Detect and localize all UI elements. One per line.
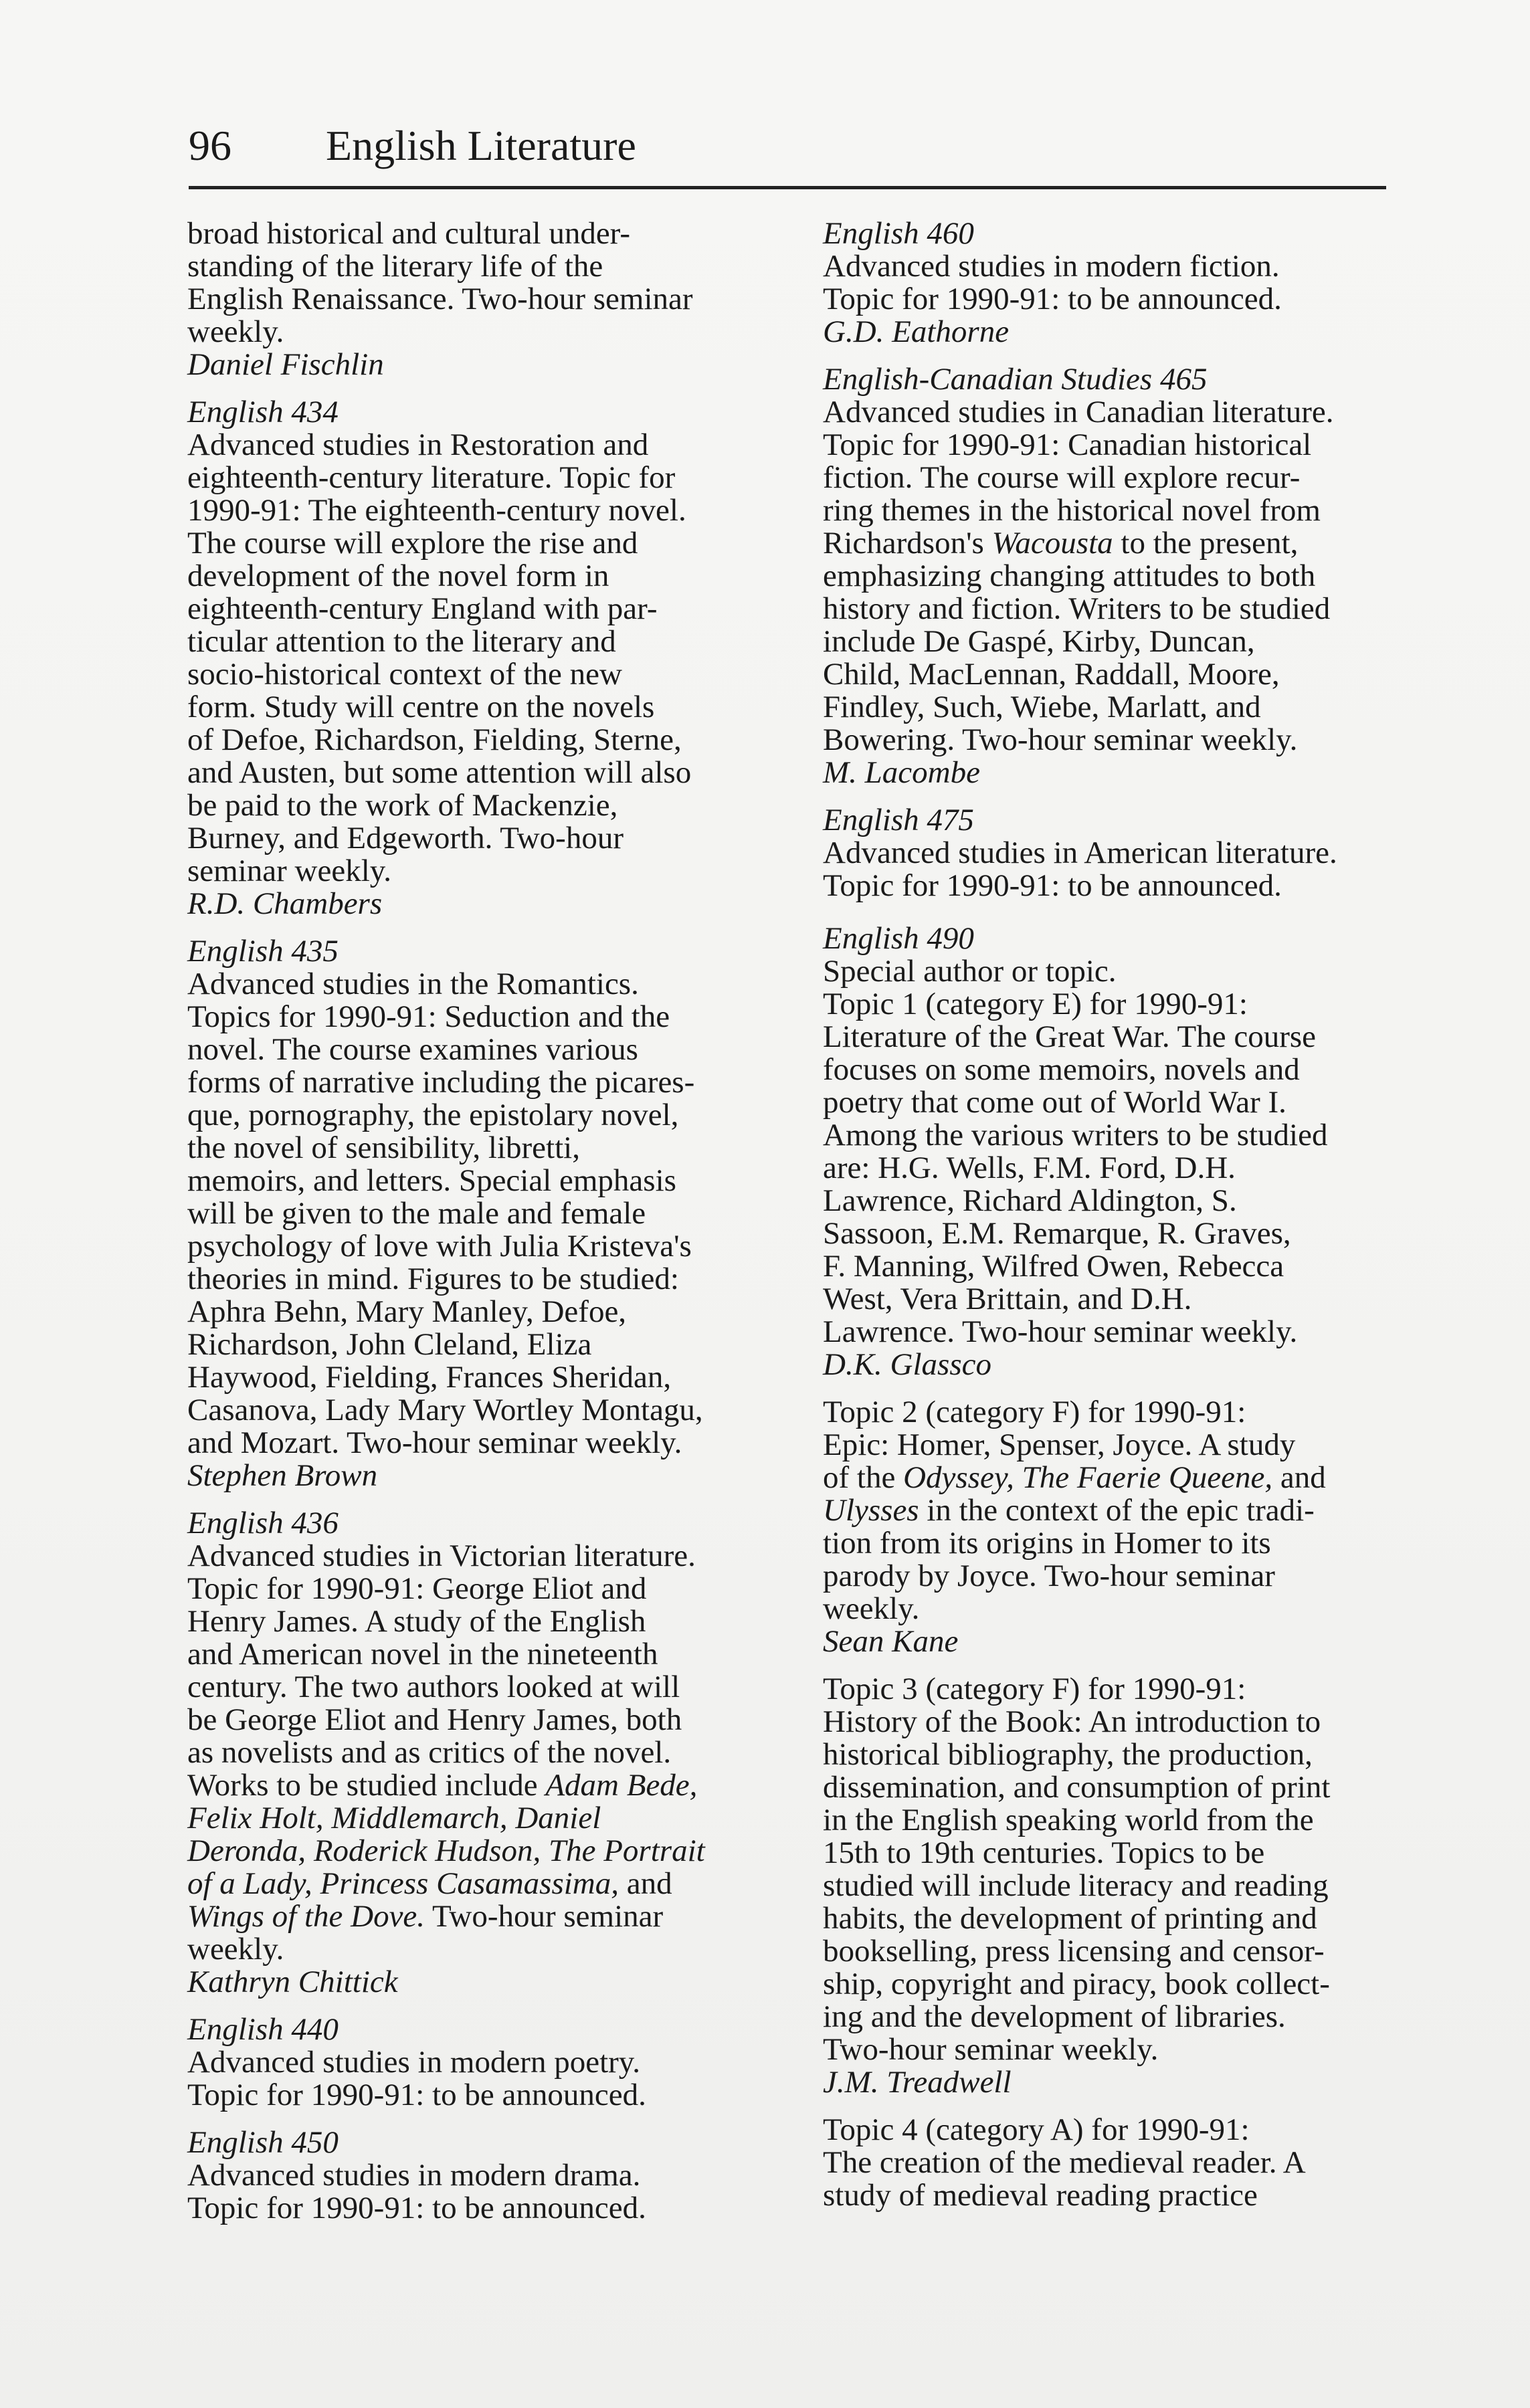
course-entry (823, 2114, 1412, 2212)
running-title: English Literature (326, 122, 636, 169)
course-entry (823, 217, 1412, 348)
course-instructor: J.M. Treadwell (823, 2065, 1012, 2100)
course-instructor: Kathryn Chittick (187, 1965, 398, 1999)
course-title: English 440 (187, 2012, 339, 2047)
course-description: Advanced studies in modern drama. Topic for 1990-91: to be announced. (187, 2158, 646, 2225)
course-description: Topic 2 (category F) for 1990-91: Epic: Homer, Spenser, Joyce. A study of the Odyssey, The Faerie Queene, and Ulysses in the context of the epic tradi- tion from its origins in Homer to its parody by Joyce. Two-hour seminar weekly. (823, 1395, 1326, 1626)
course-title: English 434 (187, 395, 339, 429)
course-entry (187, 217, 776, 381)
course-entry (187, 2013, 776, 2112)
course-entry (187, 935, 776, 1492)
course-instructor: Daniel Fischlin (187, 347, 384, 382)
course-instructor: R.D. Chambers (187, 886, 383, 921)
left-column (187, 217, 776, 2239)
course-instructor: D.K. Glassco (823, 1347, 991, 1382)
course-description: Advanced studies in Victorian literature. Topic for 1990-91: George Eliot and Henry James. A study of the English and American novel in the nineteenth century. The two authors looked at will be George Eliot and Henry James, both as novelists and as critics of the novel. Works to be studied include Adam Bede, Felix Holt, Middlemarch, Daniel Deronda, Roderick Hudson, The Portrait of a Lady, Princess Casamassima, and Wings of the Dove. Two-hour seminar weekly. (187, 1538, 705, 1967)
course-description: Advanced studies in the Romantics. Topics for 1990-91: Seduction and the novel. The course examines various forms of narrative including the picares- que, pornography, the epistolary novel, the novel of sensibility, libretti, memoirs, and letters. Special emphasis will be given to the male and female psychology of love with Julia Kristeva's theories in mind. Figures to be studied: Aphra Behn, Mary Manley, Defoe, Richardson, John Cleland, Eliza Haywood, Fielding, Frances Sheridan, Casanova, Lady Mary Wortley Montagu, and Mozart. Two-hour seminar weekly. (187, 967, 703, 1460)
course-title: English 475 (823, 803, 974, 837)
course-description: Advanced studies in American literature. Topic for 1990-91: to be announced. (823, 835, 1337, 903)
course-entry (823, 1396, 1412, 1658)
header-rule (189, 186, 1386, 189)
course-entry (823, 363, 1412, 789)
course-entry (823, 922, 1412, 1381)
course-entry (823, 1673, 1412, 2099)
course-instructor: Stephen Brown (187, 1458, 378, 1493)
course-description: Advanced studies in Restoration and eighteenth-century literature. Topic for 1990-91: The eighteenth-century novel. The course will explore the rise and development of the novel form in eighteenth-century England with par- ticular attention to the literary and socio-historical context of the new form. Study will centre on the novels of Defoe, Richardson, Fielding, Sterne, and Austen, but some attention will also be paid to the work of Mackenzie, Burney, and Edgeworth. Two-hour seminar weekly. (187, 427, 692, 888)
course-instructor: M. Lacombe (823, 755, 980, 790)
course-description: Advanced studies in modern fiction. Topic for 1990-91: to be announced. (823, 249, 1282, 316)
course-title: English 435 (187, 934, 339, 969)
course-title: English 450 (187, 2125, 339, 2160)
course-description: broad historical and cultural under- standing of the literary life of the English Renaissance. Two-hour seminar weekly. (187, 216, 693, 349)
course-title: English 460 (823, 216, 974, 251)
course-description: Advanced studies in modern poetry. Topic for 1990-91: to be announced. (187, 2045, 646, 2112)
course-entry (187, 1507, 776, 1999)
course-entry (187, 2126, 776, 2225)
course-title: English-Canadian Studies 465 (823, 362, 1208, 397)
course-description: Advanced studies in Canadian literature. Topic for 1990-91: Canadian historical fiction. The course will explore recur- ring themes in the historical novel from Richardson's Wacousta to the present, emphasizing changing attitudes to both history and fiction. Writers to be studied include De Gaspé, Kirby, Duncan, Child, MacLennan, Raddall, Moore, Findley, Such, Wiebe, Marlatt, and Bowering. Two-hour seminar weekly. (823, 395, 1334, 757)
course-instructor: Sean Kane (823, 1624, 959, 1659)
page-header (189, 112, 1386, 187)
course-entry (187, 396, 776, 920)
course-instructor: G.D. Eathorne (823, 314, 1010, 349)
course-description: Topic 3 (category F) for 1990-91: History of the Book: An introduction to historical bibliography, the production, dissemination, and consumption of print in the English speaking world from the 15th to 19th centuries. Topics to be studied will include literacy and reading habits, the development of printing and bookselling, press licensing and censor- ship, copyright and piracy, book collect- ing and the development of libraries. Two-hour seminar weekly. (823, 1672, 1331, 2067)
course-title: English 490 (823, 921, 974, 956)
course-description: Topic 4 (category A) for 1990-91: The creation of the medieval reader. A study of medieval reading practice (823, 2112, 1306, 2213)
course-entry (823, 804, 1412, 902)
right-column (823, 217, 1412, 2227)
page-number: 96 (189, 122, 231, 169)
course-title: English 436 (187, 1506, 339, 1540)
course-description: Special author or topic. Topic 1 (category E) for 1990-91: Literature of the Great War. The course focuses on some memoirs, novels and poetry that come out of World War I. Among the various writers to be studied are: H.G. Wells, F.M. Ford, D.H. Lawrence, Richard Aldington, S. Sassoon, E.M. Remarque, R. Graves, F. Manning, Wilfred Owen, Rebecca West, Vera Brittain, and D.H. Lawrence. Two-hour seminar weekly. (823, 954, 1328, 1349)
